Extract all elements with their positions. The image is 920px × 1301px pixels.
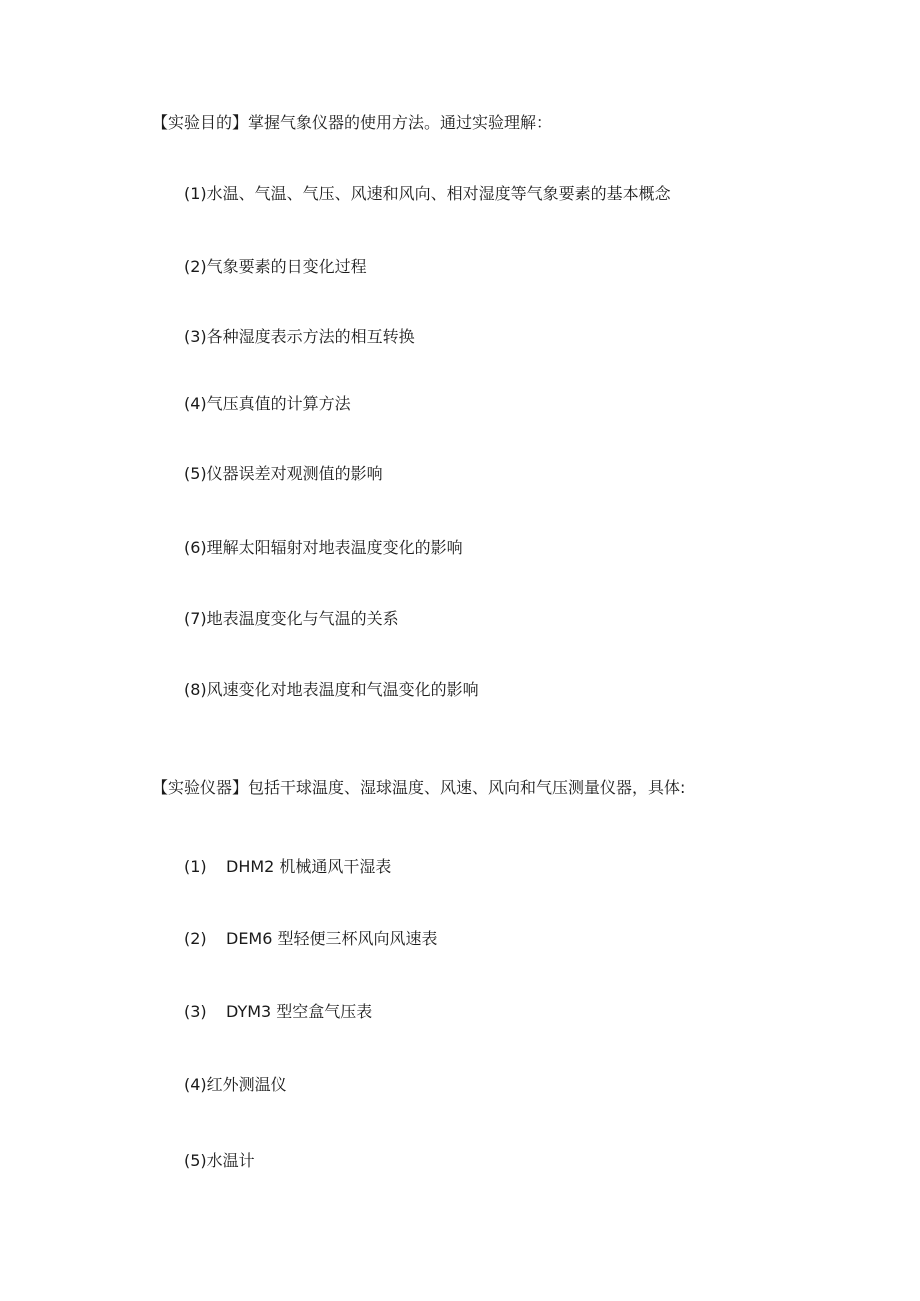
instrument-item-4: (4)红外测温仪 (184, 1075, 287, 1094)
instrument-item-2-number: (2) (184, 929, 207, 948)
purpose-item-8: (8)风速变化对地表温度和气温变化的影响 (184, 680, 479, 699)
instrument-item-2 (184, 929, 438, 949)
purpose-item-7: (7)地表温度变化与气温的关系 (184, 609, 399, 628)
instrument-item-5: (5)水温计 (184, 1151, 255, 1170)
instrument-item-3-text: DYM3 型空盒气压表 (226, 1002, 373, 1021)
purpose-item-5: (5)仪器误差对观测值的影响 (184, 464, 383, 483)
purpose-item-4: (4)气压真值的计算方法 (184, 394, 351, 413)
purpose-item-3: (3)各种湿度表示方法的相互转换 (184, 327, 415, 346)
section-heading-purpose: 【实验目的】掌握气象仪器的使用方法。通过实验理解： (152, 113, 553, 132)
instrument-item-3 (184, 1002, 372, 1022)
instrument-item-1-number: (1) (184, 857, 207, 876)
instrument-item-1 (184, 857, 391, 877)
section-heading-instruments: 【实验仪器】包括干球温度、湿球温度、风速、风向和气压测量仪器，具体: (152, 778, 686, 797)
purpose-item-1: (1)水温、气温、气压、风速和风向、相对湿度等气象要素的基本概念 (184, 184, 671, 203)
instrument-item-1-text: DHM2 机械通风干湿表 (226, 857, 392, 876)
purpose-item-2: (2)气象要素的日变化过程 (184, 257, 367, 276)
purpose-item-6: (6)理解太阳辐射对地表温度变化的影响 (184, 538, 463, 557)
instrument-item-2-text: DEM6 型轻便三杯风向风速表 (226, 929, 438, 948)
instrument-item-3-number: (3) (184, 1002, 207, 1021)
